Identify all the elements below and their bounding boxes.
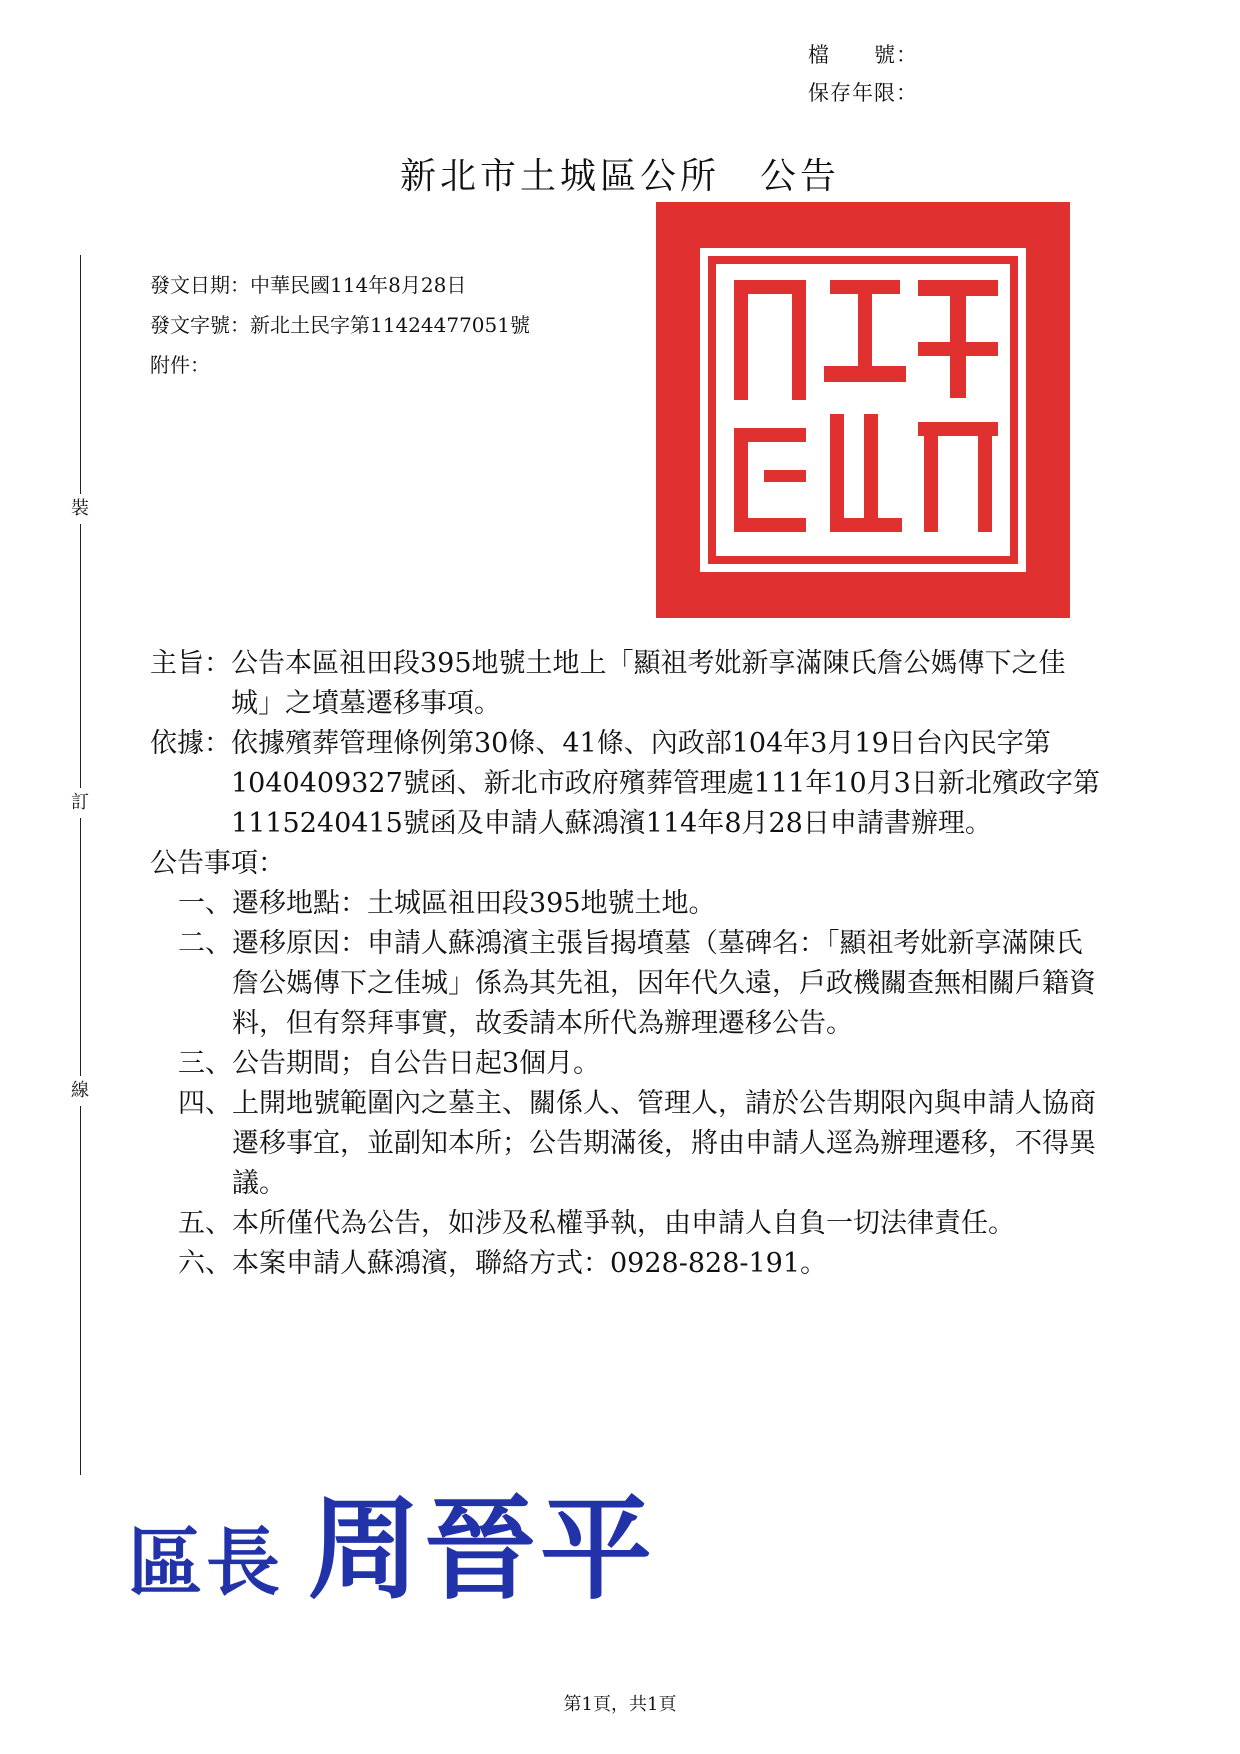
item-text: 本案申請人蘇鴻濱，聯絡方式：0928-828-191。 xyxy=(232,1248,828,1279)
item-text: 本所僅代為公告，如涉及私權爭執，由申請人自負一切法律責任。 xyxy=(232,1208,1015,1239)
subject-label: 主旨： xyxy=(150,648,231,679)
date-value: 中華民國114年8月28日 xyxy=(250,273,467,297)
attachment-label: 附件： xyxy=(150,353,210,377)
subject-text: 公告本區祖田段395地號土地上「顯祖考妣新享滿陳氏詹公媽傳下之佳城」之墳墓遷移事項。 xyxy=(231,648,1066,719)
retention-label: 保存年限： xyxy=(808,81,918,105)
notice-item xyxy=(150,1044,1100,1084)
item-number: 五、 xyxy=(178,1208,232,1239)
doc-number-row xyxy=(150,305,530,345)
binding-mark-ding: 訂 xyxy=(64,788,96,818)
basis-text: 依據殯葬管理條例第30條、41條、內政部104年3月19日台內民字第1040409327號函、新北市政府殯葬管理處111年10月3日新北殯政字第1115240415號函及申請人蘇鴻濱114年8月28日申請書辦理。 xyxy=(231,728,1100,839)
notice-item xyxy=(150,1084,1100,1204)
binding-line xyxy=(80,255,81,1475)
top-meta xyxy=(808,36,918,112)
basis-row xyxy=(150,724,1100,844)
item-number: 一、 xyxy=(178,888,232,919)
item-text: 遷移地點：土城區祖田段395地號土地。 xyxy=(232,888,716,919)
file-number-label: 檔 號： xyxy=(808,43,918,67)
signature-title: 區長 xyxy=(128,1520,284,1606)
notice-item xyxy=(150,1244,1100,1284)
director-signature-stamp xyxy=(128,1460,656,1621)
signature-name: 周晉平 xyxy=(308,1484,656,1615)
notice-item xyxy=(150,884,1100,924)
notice-item xyxy=(150,1204,1100,1244)
page-title: 新北市土城區公所 公告 xyxy=(399,156,840,197)
item-text: 公告期間；自公告日起3個月。 xyxy=(232,1048,601,1079)
item-number: 四、 xyxy=(178,1088,232,1119)
item-number: 三、 xyxy=(178,1048,232,1079)
subject-row xyxy=(150,644,1100,724)
date-label: 發文日期： xyxy=(150,273,250,297)
binding-mark-xian: 線 xyxy=(64,1076,96,1106)
doc-number-value: 新北土民字第11424477051號 xyxy=(250,313,530,337)
binding-mark-zhuang: 裝 xyxy=(64,494,96,524)
notice-item xyxy=(150,924,1100,1044)
page-number: 第1頁，共1頁 xyxy=(563,1694,677,1715)
notice-body xyxy=(150,644,1100,1284)
official-seal-stamp xyxy=(656,202,1070,618)
item-text: 遷移原因：申請人蘇鴻濱主張旨揭墳墓（墓碑名：「顯祖考妣新享滿陳氏詹公媽傳下之佳城」係為其先祖，因年代久遠，戶政機關查無相關戶籍資料，但有祭拜事實，故委請本所代為辦理遷移公告。 xyxy=(232,928,1096,1039)
attachment-row xyxy=(150,345,530,385)
doc-number-label: 發文字號： xyxy=(150,313,250,337)
date-row xyxy=(150,265,530,305)
item-text: 上開地號範圍內之墓主、關係人、管理人，請於公告期限內與申請人協商遷移事宜，並副知本所；公告期滿後，將由申請人逕為辦理遷移，不得異議。 xyxy=(232,1088,1096,1199)
item-number: 二、 xyxy=(178,928,232,959)
items-label: 公告事項： xyxy=(150,848,285,879)
document-meta xyxy=(150,265,530,385)
item-number: 六、 xyxy=(178,1248,232,1279)
basis-label: 依據： xyxy=(150,728,231,759)
